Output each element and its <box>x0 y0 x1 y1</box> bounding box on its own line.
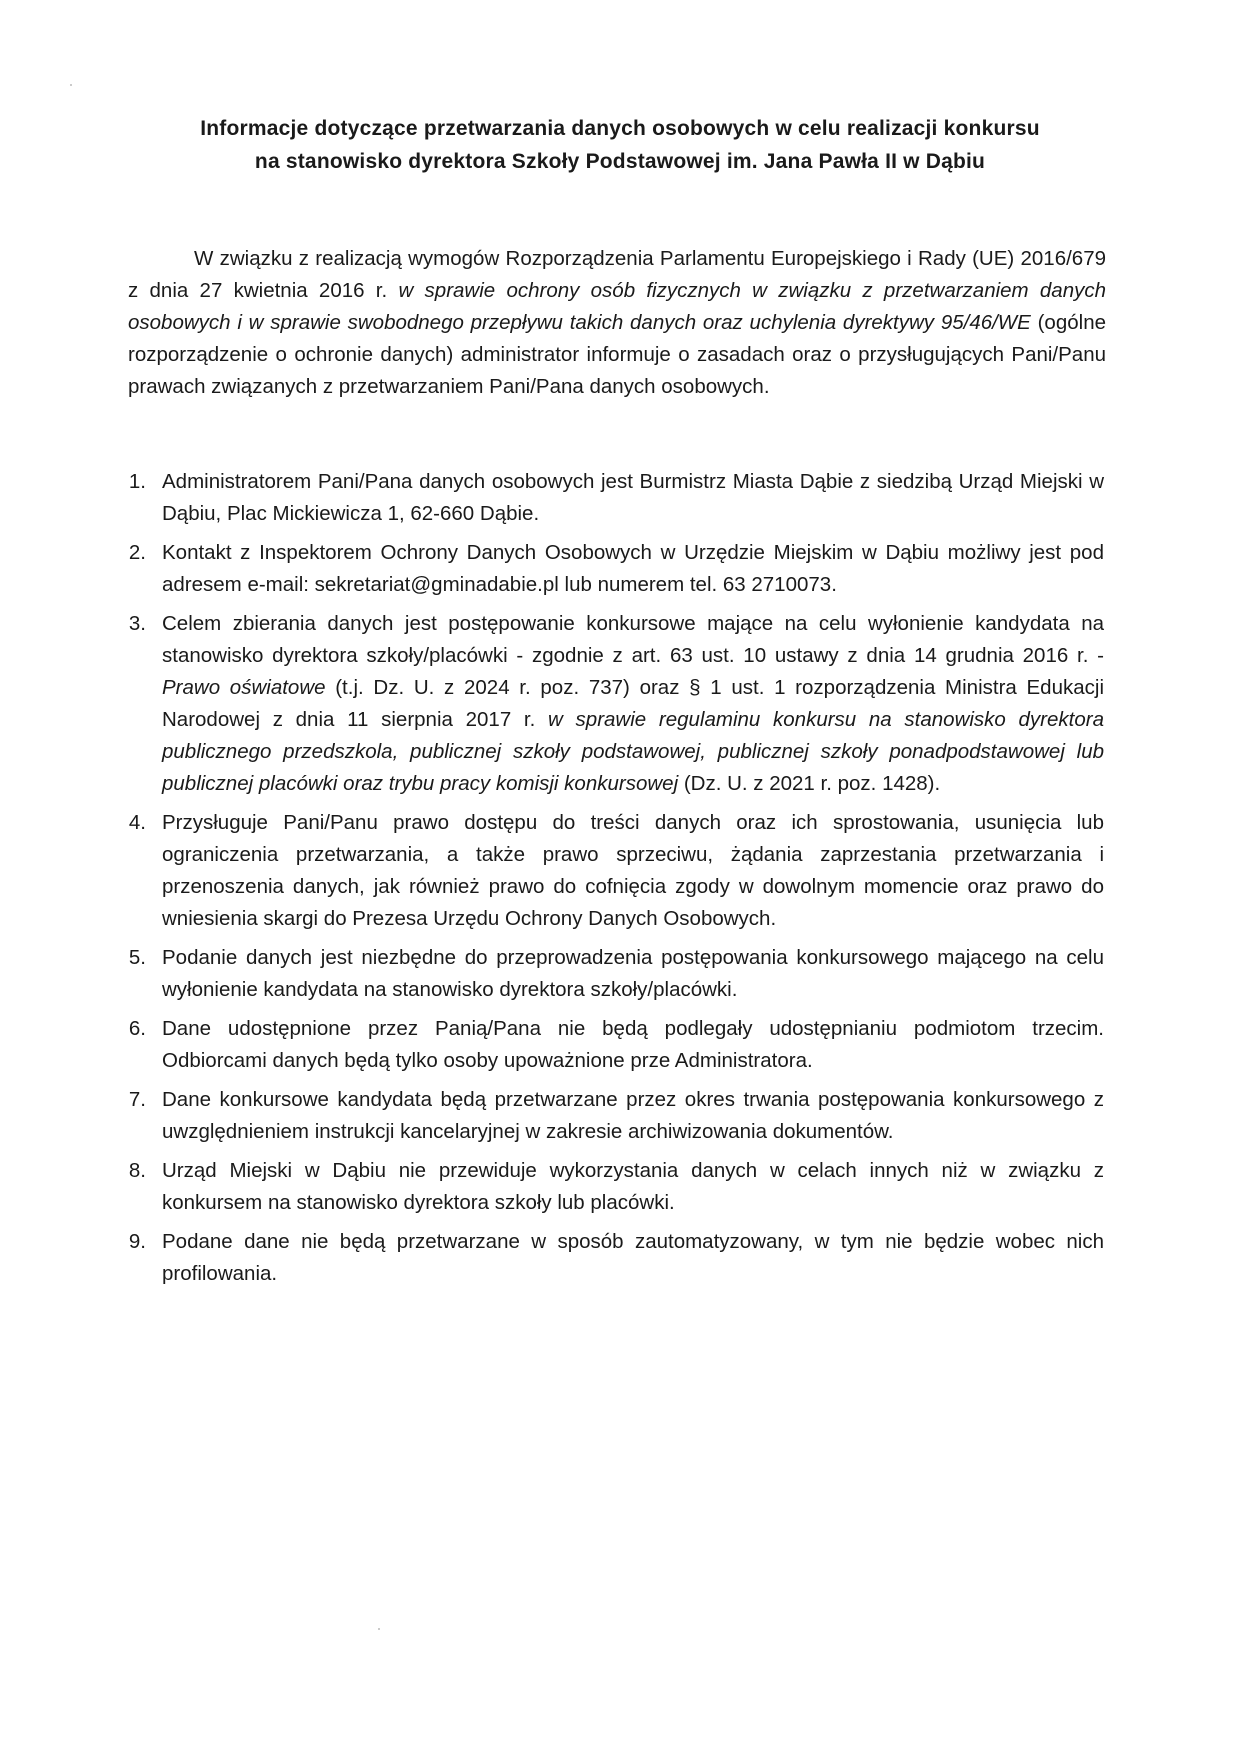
document-title <box>140 112 1100 178</box>
law-title: Prawo oświatowe <box>162 676 326 699</box>
list-item-number: 1. <box>128 470 146 493</box>
list-item-text: Administratorem Pani/Pana danych osobowych jest Burmistrz Miasta Dąbie z siedzibą Urząd Miejski w Dąbiu, Plac Mickiewicza 1, 62-660 Dąbie. <box>162 470 1104 525</box>
intro-text-2: (ogólne rozporządzenie o ochronie danych) administrator informuje o zasadach oraz o przysługujących Pani/Panu prawach związanych z przetwarzaniem Pani/Pana danych osobowych. <box>128 310 1106 398</box>
list-item-text: Urząd Miejski w Dąbiu nie przewiduje wykorzystania danych w celach innych niż w związku z konkursem na stanowisko dyrektora szkoły lub placówki. <box>162 1159 1104 1214</box>
list-item-text <box>162 612 1104 795</box>
scan-speck <box>378 1628 380 1630</box>
list-item-number: 2. <box>128 541 146 564</box>
intro-text-1: W związku z realizacją wymogów Rozporządzenia Parlamentu Europejskiego i Rady (UE) 2016/679 z dnia 27 kwietnia 2016 r. <box>128 246 1106 302</box>
list-item <box>116 1155 1104 1219</box>
list-item <box>116 807 1104 935</box>
list-item <box>116 942 1104 1006</box>
list-item-number: 7. <box>128 1088 146 1111</box>
list-item <box>116 608 1104 800</box>
list-item-text: Przysługuje Pani/Panu prawo dostępu do treści danych oraz ich sprostowania, usunięcia lub ograniczenia przetwarzania, a także prawo sprzeciwu, żądania zaprzestania przetwarzania i przenoszenia danych, jak również prawo do cofnięcia zgody w dowolnym momencie oraz prawo do wniesienia skargi do Prezesa Urzędu Ochrony Danych Osobowych. <box>162 811 1104 930</box>
list-item-number: 3. <box>128 612 146 635</box>
list-item-number: 4. <box>128 811 146 834</box>
list-item-text-part: (Dz. U. z 2021 r. poz. 1428). <box>678 772 941 795</box>
list-item <box>116 1226 1104 1290</box>
list-item-text: Kontakt z Inspektorem Ochrony Danych Osobowych w Urzędzie Miejskim w Dąbiu możliwy jest pod adresem e-mail: sekretariat@gminadabie.pl lub numerem tel. 63 2710073. <box>162 541 1104 596</box>
intro-regulation-title: w sprawie ochrony osób fizycznych w związku z przetwarzaniem danych osobowych i w sprawie swobodnego przepływu takich danych oraz uchylenia dyrektywy 95/46/WE <box>128 278 1106 334</box>
list-item-number: 8. <box>128 1159 146 1182</box>
intro-paragraph <box>128 243 1106 403</box>
list-item-text-part: Celem zbierania danych jest postępowanie konkursowe mające na celu wyłonienie kandydata na stanowisko dyrektora szkoły/placówki - zgodnie z art. 63 ust. 10 ustawy z dnia 14 grudnia 2016 r. - <box>162 612 1104 667</box>
list-item-number: 9. <box>128 1230 146 1253</box>
list-item-text: Podanie danych jest niezbędne do przeprowadzenia postępowania konkursowego mającego na celu wyłonienie kandydata na stanowisko dyrektora szkoły/placówki. <box>162 946 1104 1001</box>
list-item-text: Dane udostępnione przez Panią/Pana nie będą podlegały udostępnianiu podmiotom trzecim. Odbiorcami danych będą tylko osoby upoważnione prze Administratora. <box>162 1017 1104 1072</box>
list-item <box>116 1013 1104 1077</box>
scan-speck <box>70 84 72 86</box>
information-list <box>116 466 1104 1297</box>
list-item-number: 6. <box>128 1017 146 1040</box>
list-item <box>116 466 1104 530</box>
list-item-text-part: (t.j. Dz. U. z 2024 r. poz. 737) oraz § 1 ust. 1 rozporządzenia Ministra Edukacji Narodowej z dnia 11 sierpnia 2017 r. <box>162 676 1104 731</box>
title-line-2: na stanowisko dyrektora Szkoły Podstawowej im. Jana Pawła II w Dąbiu <box>254 150 986 173</box>
list-item <box>116 1084 1104 1148</box>
regulation-title: w sprawie regulaminu konkursu na stanowisko dyrektora publicznego przedszkola, publicznej szkoły podstawowej, publicznej szkoły ponadpodstawowej lub publicznej placówki oraz trybu pracy komisji konkursowej <box>162 708 1104 795</box>
title-line-1: Informacje dotyczące przetwarzania danych osobowych w celu realizacji konkursu <box>200 117 1040 140</box>
list-item-text: Dane konkursowe kandydata będą przetwarzane przez okres trwania postępowania konkursowego z uwzględnieniem instrukcji kancelaryjnej w zakresie archiwizowania dokumentów. <box>162 1088 1104 1143</box>
list-item-number: 5. <box>128 946 146 969</box>
list-item <box>116 537 1104 601</box>
list-item-text: Podane dane nie będą przetwarzane w sposób zautomatyzowany, w tym nie będzie wobec nich profilowania. <box>162 1230 1104 1285</box>
